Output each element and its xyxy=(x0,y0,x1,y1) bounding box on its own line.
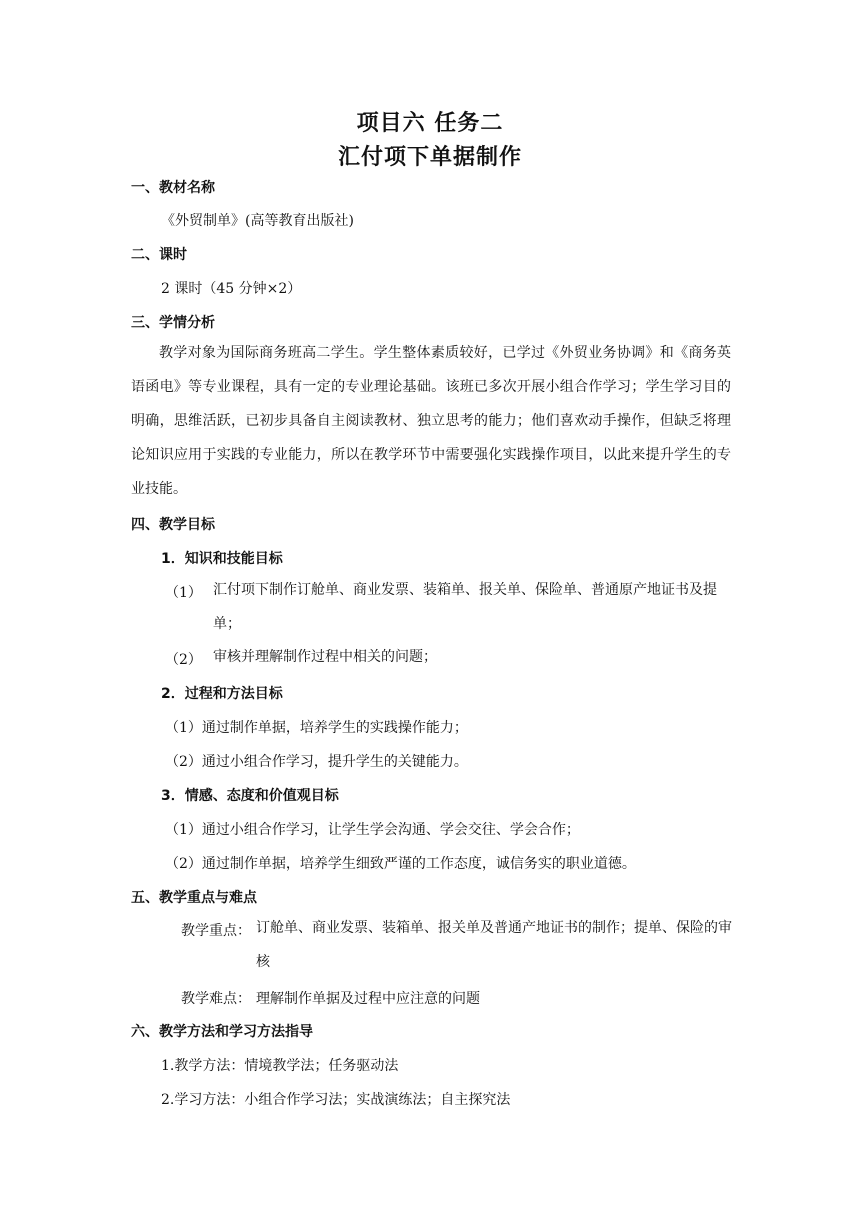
goal-knowledge-skills-title: 1．知识和技能目标 xyxy=(161,551,283,567)
section-heading-teaching-goals: 四、教学目标 xyxy=(131,517,215,533)
goal-attitude-values-title: 3．情感、态度和价值观目标 xyxy=(161,788,339,804)
goal-item-number: （2） xyxy=(165,652,202,668)
section-heading-key-difficult-points: 五、教学重点与难点 xyxy=(131,890,257,906)
section-heading-learner-analysis: 三、学情分析 xyxy=(131,315,215,331)
document-title-line1: 项目六 任务二 xyxy=(356,111,504,136)
document-title-line2: 汇付项下单据制作 xyxy=(337,145,522,170)
goal-item-number: （1） xyxy=(165,585,202,601)
learner-analysis-paragraph: 教学对象为国际商务班高二学生。学生整体素质较好，已学过《外贸业务协调》和《商务英语函电》等专业课程，具有一定的专业理论基础。该班已多次开展小组合作学习；学生学习目的明确，思维活跃，已初步具备自主阅读教材、独立思考的能力；他们喜欢动手操作，但缺乏将理论知识应用于实践的专业能力，所以在教学环节中需要强化实践操作项目，以此来提升学生的专业技能。 xyxy=(131,345,731,497)
goal-knowledge-item-2: 审核并理解制作过程中相关的问题； xyxy=(213,649,437,665)
goal-process-item-2: （2）通过小组合作学习，提升学生的关键能力。 xyxy=(165,754,468,770)
goal-process-methods-title: 2．过程和方法目标 xyxy=(161,686,283,702)
difficult-points-label: 教学难点： xyxy=(181,991,251,1007)
section-heading-methods-guidance: 六、教学方法和学习方法指导 xyxy=(131,1024,313,1040)
section-heading-textbook: 一、教材名称 xyxy=(131,180,215,196)
goal-process-item-1: （1）通过制作单据，培养学生的实践操作能力； xyxy=(165,720,468,736)
teaching-methods-text: 1.教学方法：情境教学法；任务驱动法 xyxy=(161,1058,399,1074)
section-heading-class-hours: 二、课时 xyxy=(131,247,187,263)
learning-methods-text: 2.学习方法：小组合作学习法；实战演练法；自主探究法 xyxy=(161,1092,511,1108)
goal-attitude-item-1: （1）通过小组合作学习，让学生学会沟通、学会交往、学会合作； xyxy=(165,822,580,838)
goal-knowledge-item-1: 汇付项下制作订舱单、商业发票、装箱单、报关单、保险单、普通原产地证书及提单； xyxy=(213,582,717,632)
goal-attitude-item-2: （2）通过制作单据，培养学生细致严谨的工作态度，诚信务实的职业道德。 xyxy=(165,856,636,872)
difficult-points-text: 理解制作单据及过程中应注意的问题 xyxy=(256,991,480,1007)
key-points-label: 教学重点： xyxy=(181,923,251,939)
class-hours-text: 2 课时（45 分钟×2） xyxy=(161,281,302,297)
textbook-name: 《外贸制单》(高等教育出版社) xyxy=(161,213,354,229)
key-points-text: 订舱单、商业发票、装箱单、报关单及普通产地证书的制作；提单、保险的审核 xyxy=(256,920,732,970)
